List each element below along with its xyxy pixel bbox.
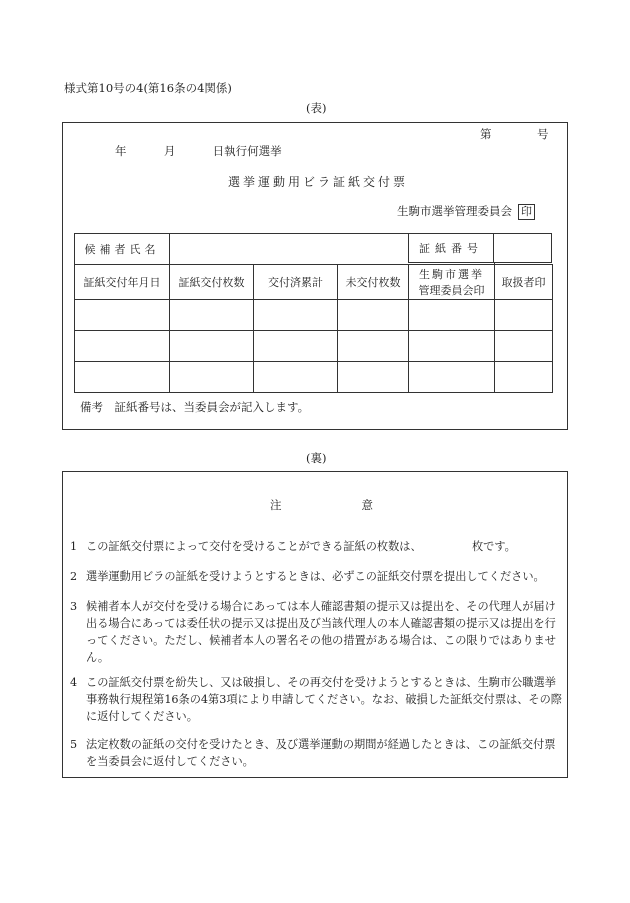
- note-item: [70, 538, 562, 555]
- committee-label: 生駒市選挙管理委員会: [397, 204, 512, 218]
- table-cell[interactable]: [170, 300, 254, 331]
- notice-title-b: 意: [361, 498, 373, 512]
- table-cell[interactable]: [495, 331, 553, 362]
- note-text: 法定枚数の証紙の交付を受けたとき、及び選挙運動の期間が経過したときは、この証紙交付票を当委員会に返付してください。: [86, 738, 556, 768]
- note-number: 4: [70, 676, 78, 689]
- col-committee-seal-line2: 管理委員会印: [418, 284, 485, 297]
- seal-mark: 印: [518, 204, 535, 220]
- note-item: [70, 568, 562, 585]
- table-cell[interactable]: [75, 331, 170, 362]
- note-text: この証紙交付票を紛失し、又は破損し、その再交付を受けようとするときは、生駒市公職選挙事務執行規程第16条の4第3項により申請してください。なお、破損した証紙交付票は、その際に返付してください。: [86, 676, 562, 723]
- notice-title: [270, 497, 373, 513]
- table-cell[interactable]: [338, 331, 409, 362]
- col-committee-seal: [409, 265, 495, 300]
- col-issue-date: 証紙交付年月日: [75, 265, 170, 300]
- table-cell[interactable]: [170, 331, 254, 362]
- table-cell[interactable]: [409, 300, 495, 331]
- date-year: 年: [115, 144, 127, 158]
- front-side-label: (表): [306, 101, 327, 115]
- table-cell[interactable]: [170, 362, 254, 393]
- table-cell[interactable]: [409, 362, 495, 393]
- table-cell[interactable]: [338, 362, 409, 393]
- note-number: 3: [70, 600, 78, 613]
- table-cell[interactable]: [75, 300, 170, 331]
- form-title: 選挙運動用ビラ証紙交付票: [228, 175, 409, 189]
- note-item: [70, 598, 562, 666]
- note-number: 5: [70, 738, 78, 751]
- col-remaining: 未交付枚数: [338, 265, 409, 300]
- col-committee-seal-line1: 生駒市選挙: [419, 268, 484, 281]
- note-number: 1: [70, 540, 78, 553]
- note-text: 候補者本人が交付を受ける場合にあっては本人確認書類の提示又は提出を、その代理人が届け出る場合にあっては委任状の提示又は提出及び当該代理人の本人確認書類の提示又は提出を行ってください。ただし、候補者本人の署名その他の措置がある場合は、この限りではありません。: [86, 600, 556, 664]
- table-cell[interactable]: [495, 362, 553, 393]
- note-text: この証紙交付票によって交付を受けることができる証紙の枚数は、 枚です。: [86, 540, 516, 553]
- col-handler-seal: 取扱者印: [495, 265, 553, 300]
- cert-number-label: 証紙番号: [408, 233, 494, 263]
- table-cell[interactable]: [338, 300, 409, 331]
- cert-number-field[interactable]: [493, 233, 552, 263]
- table-cell[interactable]: [254, 362, 338, 393]
- table-cell[interactable]: [254, 300, 338, 331]
- table-cell[interactable]: [495, 300, 553, 331]
- date-month: 月: [163, 144, 176, 158]
- col-cumulative: 交付済累計: [254, 265, 338, 300]
- number-suffix: 号: [537, 127, 549, 141]
- note-item: [70, 674, 562, 725]
- col-issue-count: 証紙交付枚数: [170, 265, 254, 300]
- number-prefix: 第: [480, 127, 492, 141]
- back-side-label: (裏): [306, 451, 327, 465]
- candidate-name-label: 候補者氏名: [75, 234, 170, 265]
- table-cell[interactable]: [75, 362, 170, 393]
- form-number-header: 様式第10号の4(第16条の4関係): [64, 81, 232, 95]
- remark-note: 備考 証紙番号は、当委員会が記入します。: [80, 400, 310, 414]
- committee-name: [397, 203, 535, 220]
- table-cell[interactable]: [254, 331, 338, 362]
- date-rest: 日執行何選挙: [212, 144, 282, 158]
- election-date-line: [115, 143, 282, 159]
- notice-title-a: 注: [270, 498, 282, 512]
- note-number: 2: [70, 570, 78, 583]
- note-item: [70, 736, 562, 770]
- note-text: 選挙運動用ビラの証紙を受けようとするときは、必ずこの証紙交付票を提出してください。: [86, 570, 545, 583]
- table-cell[interactable]: [409, 331, 495, 362]
